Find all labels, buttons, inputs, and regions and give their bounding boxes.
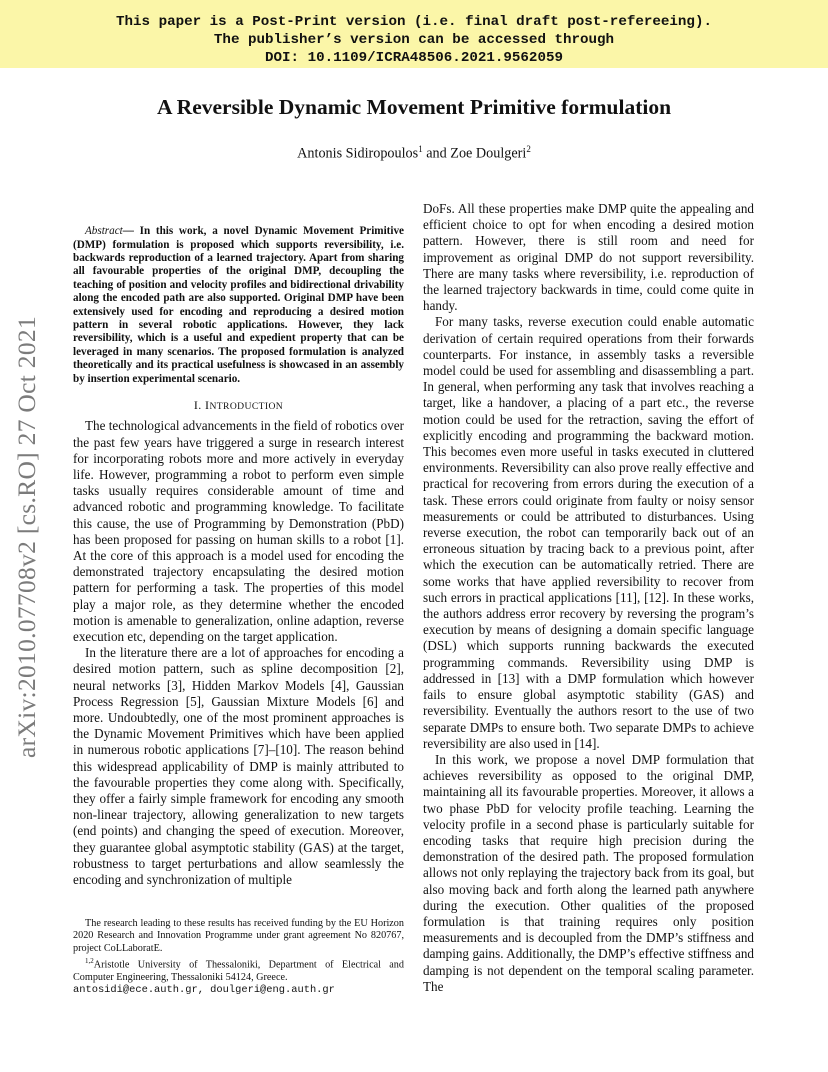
author-2-name: Zoe Doulgeri (450, 145, 527, 162)
paper-title: A Reversible Dynamic Movement Primitive formulation (156, 95, 672, 119)
affiliation-footnote (73, 955, 404, 996)
right-column (423, 201, 754, 995)
intro-paragraph-3: DoFs. All these properties make DMP quite the appealing and efficient choice to opt for when encoding a desired motion pattern. However, there is still room and need for improvement as original DMP do not support reversibility. There are many tasks where reversibility, i.e. reproduction of the learned trajectory backwards in time, could come quite in handy. (423, 201, 754, 314)
arxiv-identifier-stamp: arXiv:2010.07708v2 [cs.RO] 27 Oct 2021 (12, 315, 41, 758)
banner-line-2: The publisher’s version can be accessed through (213, 32, 615, 48)
banner-line-1: This paper is a Post-Print version (i.e. final draft post-refereeing). (116, 14, 712, 30)
section-title-rest: NTRODUCTION (209, 401, 284, 413)
intro-paragraph-2: In the literature there are a lot of approaches for encoding a desired motion pattern, such as spline decomposition [2], neural networks [3], Hidden Markov Models [4], Gaussian Process Regression [5], Gaussian Mixture Models [6] and more. Undoubtedly, one of the most prominent approaches is the Dynamic Movement Primitives which have been applied in numerous robotic applications [7]–[10]. The reason behind this widespread applicability of DMP is mainly attributed to the favourable properties they come along with. Specifically, they offer a fairly simple framework for encoding any smooth non-linear trajectory, allowing generalization to new targets (end points) and changing the speed of execution. Moreover, they guarantee global asymptotic stability (GAS) at the target, robustness to target perturbations and allow seamlessly the encoding and synchronization of multiple (73, 645, 404, 888)
postprint-banner (0, 0, 828, 68)
abstract-heading: Abstract (85, 225, 123, 238)
intro-paragraph-1: The technological advancements in the field of robotics over the past few years have triggered a surge in research interest for incorporating robots more and more actively in everyday life. However, programming a robot to perform even simple tasks usually requires considerable amount of time and advanced robotic and programming knowledge. To facilitate this cause, the use of Programming by Demonstration (PbD) has been proposed for passing on human skills to a robot [1]. At the core of this approach is a model used for encoding the demonstrated trajectory encapsulating the desired motion pattern for performing a task. The properties of this model play a major role, as they determine whether the encoded motion is amenable to generalization, online adaption, reverse execution etc, depending on the target application. (73, 418, 404, 644)
abstract (73, 225, 404, 386)
section-heading-introduction (73, 397, 404, 415)
abstract-dash: — (122, 225, 140, 238)
section-title-initial: I (205, 398, 210, 413)
footnote-block (73, 918, 404, 996)
left-column (73, 214, 404, 888)
intro-paragraph-4: For many tasks, reverse execution could enable automatic derivation of certain required operations from their forwards counterparts. For instance, in assembly tasks a reversible model could be used for assembling and disassembling a part. In general, when performing any task that involves reaching a target, like a handover, a placing of a part etc., the reverse motion could be used for the retraction, saving the effort of explicitly encoding and programming the backward motion. This becomes even more useful in tasks executed in cluttered environments. Reversibility can also prove really effective and practical for recovering from errors during the execution of a task. These errors could originate from faulty or noisy sensor measurements or could be attributed to disturbances. Using reverse execution, the robot can temporarily back out of an erroneous situation by tracing back to a previous point, after which the execution can be automatically retried. There are some works that have applied reversibility to recover from such errors in practical applications [11], [12]. In these works, the authors address error recovery by reversing the program’s execution by means of designing a domain specific language (DSL) which supports running backwards the executed programming commands. Reversibility using DMP is addressed in [13] with a DMP formulation which however fails to ensure global asymptotic stability (GAS) and reversibility. Eventually the authors resort to the use of two separate DMPs to ensure both. Two separate DMPs to achieve reversibility are also used in [14]. (423, 314, 754, 751)
author-2-affiliation-mark: 2 (526, 144, 531, 154)
author-line (0, 144, 828, 163)
affiliation-text: Aristotle University of Thessaloniki, Department of Electrical and Computer Engineering, Thessaloniki 54124, Greece. (73, 959, 404, 983)
banner-line-3: DOI: 10.1109/ICRA48506.2021.9562059 (265, 50, 563, 66)
author-conjunction: and (422, 145, 451, 162)
author-1-name: Antonis Sidiropoulos (297, 145, 419, 162)
author-1-affiliation-mark: 1 (418, 144, 423, 154)
abstract-text: In this work, a novel Dynamic Movement Primitive (DMP) formulation is proposed which supports reversibility, i.e. backwards reproduction of a learned trajectory. Apart from sharing all favourable properties of the original DMP, decoupling the teaching of position and velocity profiles and bidirectional drivability along the encoded path are also supported. Original DMP have been extensively used for encoding and reproducing a desired motion pattern in several robotic applications. However, they lack reversibility, which is a useful and expedient property that can be leveraged in many scenarios. The proposed formulation is analyzed theoretically and its practical usefulness is showcased in an assembly by insertion experimental scenario. (73, 225, 404, 385)
author-emails: antosidi@ece.auth.gr, doulgeri@eng.auth.gr (73, 983, 335, 996)
funding-footnote: The research leading to these results has received funding by the EU Horizon 2020 Research and Innovation Programme under grant agreement No 820767, project CoLLaboratE. (73, 918, 404, 954)
affiliation-mark: 1,2 (85, 956, 94, 965)
intro-paragraph-5: In this work, we propose a novel DMP formulation that achieves reversibility as opposed to the original DMP, maintaining all its favourable properties. Moreover, it allows a two phase PbD for velocity profile teaching. Learning the velocity profile in a second phase is particularly suitable for encoding tasks that require high precision during the demonstration of the desired path. The proposed formulation allows not only replaying the trajectory back from its goal, but also moving back and forth along the learned path anywhere during the execution. Other qualities of the proposed formulation is that training requires only position measurements and is decoupled from the DMP’s stiffness and damping gains. Additionally, the DMP’s effective stiffness and damping is not dependent on the temporal scaling parameter. The (423, 751, 754, 994)
section-number: I. (193, 398, 206, 413)
